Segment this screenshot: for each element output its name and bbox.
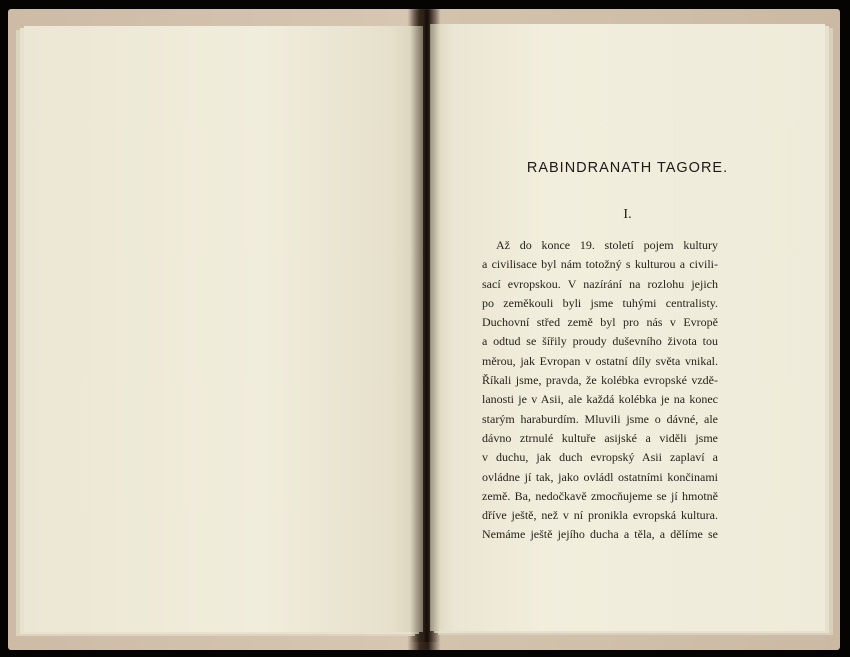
text-line: a odtud se šířily proudy duševního života tou	[482, 334, 718, 349]
text-line: Nemáme ještě jejího ducha a těla, a dělíme se	[482, 527, 718, 542]
text-line: Duchovní střed země byl pro nás v Evropě	[482, 315, 718, 330]
text-line: v duchu, jak duch evropský Asii zaplaví a	[482, 450, 718, 465]
body-paragraph	[482, 236, 718, 545]
text-line: po zeměkouli byli jsme tuhými centralisty.	[482, 295, 718, 310]
chapter-title: RABINDRANATH TAGORE.	[526, 160, 729, 176]
left-page	[24, 26, 423, 632]
text-line: země. Ba, nedočkavě zmocňujeme se jí hmotně	[482, 488, 718, 503]
text-line: dávno ztrnulé kultuře asijské a viděli jsme	[482, 430, 718, 445]
text-line: sací evropskou. V nazírání na rozlohu jejich	[482, 276, 718, 291]
text-line: měrou, jak Evropan v ostatní díly světa vnikal.	[482, 353, 718, 368]
text-line: lanosti je v Asii, ale každá kolébka je na konec	[482, 392, 718, 407]
text-line: a civilisace byl nám totožný s kulturou a civili-	[482, 257, 718, 272]
text-line: starým haraburdím. Mluvili jsme o dávné, ale	[482, 411, 718, 426]
text-line: Říkali jsme, pravda, že kolébka evropské vzdě-	[482, 373, 718, 388]
text-line: dříve ještě, než v ní pronikla evropská kultura.	[482, 508, 718, 523]
section-number: I.	[623, 207, 632, 222]
book-spine	[410, 10, 440, 642]
text-line: Až do konce 19. století pojem kultury	[496, 238, 718, 252]
text-line: ovládne jí tak, jako ovládl ostatními končinami	[482, 469, 718, 484]
